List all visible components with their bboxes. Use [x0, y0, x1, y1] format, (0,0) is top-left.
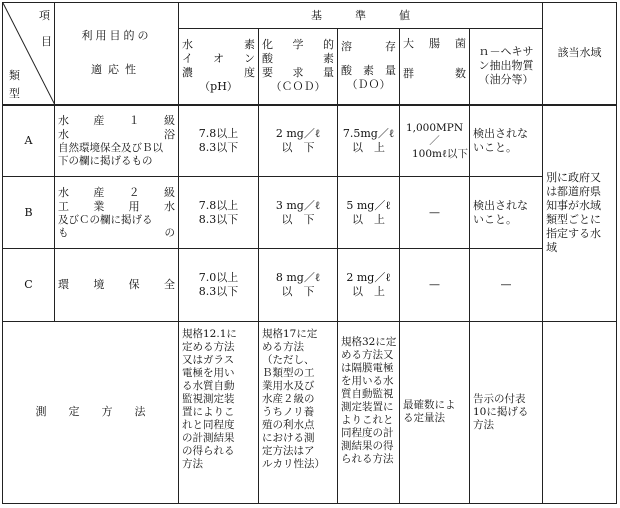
method-cod-line-6: 水産２級の: [262, 392, 315, 405]
header-water-area: 該当水域: [543, 3, 617, 105]
row-a-cod-line-1: 2 mg／ℓ: [275, 127, 321, 140]
row-b-do-line-1: 5 mg／ℓ: [346, 198, 391, 212]
row-b-hexane-line-2: いこと。: [473, 212, 517, 226]
method-do-line-4: を用いる水: [341, 374, 394, 387]
method-do-line-8: 同程度の計: [341, 426, 394, 439]
water-area-line-5: 指定する水: [546, 227, 602, 241]
method-ph-line-11: 方法: [182, 457, 203, 470]
method-ph-line-7: 置によりこ: [182, 405, 235, 418]
header-do: [338, 29, 400, 105]
method-hexane-line-1: 告示の付表: [473, 392, 526, 405]
row-b-ph-line-1: 7.8以上: [198, 198, 239, 212]
row-c-ph-line-1: 7.0以上: [198, 271, 239, 285]
method-coliform-line-1: 最確数によ: [403, 399, 456, 412]
row-b-cod: [259, 177, 338, 249]
method-ph-line-10: の得られる: [182, 444, 235, 457]
header-purpose-line-1: 利用目的の: [81, 29, 152, 43]
row-b-ph-line-2: 8.3以下: [198, 212, 239, 226]
method-ph-line-6: 監視測定装: [182, 392, 235, 405]
method-ph-line-5: る水質自動: [182, 379, 235, 392]
water-area-line-6: 域: [546, 241, 558, 255]
header-cod: [259, 29, 338, 105]
row-a-cod: [259, 105, 338, 177]
method-cod: [259, 321, 338, 503]
water-area-line-4: 類型ごとに: [546, 213, 602, 227]
row-b-hexane: [470, 177, 543, 249]
row-b-purpose-line-1: 水 産 ２ 級: [58, 185, 175, 199]
header-do-line-3: （ＤＯ）: [346, 78, 391, 92]
method-cod-line-9: における測: [262, 431, 315, 444]
row-c-cod-line-1: 8 mg／ℓ: [275, 271, 321, 285]
header-standard: 基 準 値: [179, 3, 543, 29]
water-area-line-1: 別に政府又: [546, 171, 602, 185]
header-cod-line-3: 要 求 量: [262, 66, 334, 80]
row-b-do-line-2: 以 上: [352, 212, 385, 226]
header-hexane-line-2: ン抽出物質: [478, 59, 534, 73]
corner-type-b: 型: [9, 87, 20, 100]
method-cod-line-8: 殖の利水点: [262, 418, 315, 431]
row-b-cod-line-1: 3 mg／ℓ: [275, 198, 321, 212]
water-area-line-3: 知事が水域: [546, 199, 602, 213]
method-ph-line-8: れと同程度: [182, 418, 235, 431]
method-cod-line-2: める方法: [262, 340, 304, 353]
header-cod-line-2: 酸 素: [262, 52, 334, 66]
row-b-purpose-line-4: も の: [58, 226, 175, 239]
method-coliform: [400, 321, 470, 503]
header-hexane: [470, 29, 543, 105]
corner-item-b: 目: [41, 35, 52, 48]
row-c-do-line-1: 2 mg／ℓ: [346, 271, 391, 285]
water-area-line-2: は都道府県: [546, 185, 602, 199]
table-row-a: [3, 105, 617, 177]
row-a-purpose: [55, 105, 179, 177]
standards-table-wrapper: [2, 2, 616, 504]
method-do-line-6: 測定装置に: [341, 400, 394, 413]
header-row-1: [3, 3, 617, 29]
row-c-purpose: 環 境 保 全: [55, 249, 179, 321]
row-a-ph-line-2: 8.3以下: [198, 141, 239, 154]
water-area-cell: [543, 105, 617, 321]
row-c-cod: [259, 249, 338, 321]
method-hexane-line-2: 10に掲げる: [473, 405, 529, 418]
method-cod-line-7: うちノリ養: [262, 405, 315, 418]
method-do-line-2: める方法又: [341, 348, 394, 361]
row-a-coliform: [400, 105, 470, 177]
header-do-line-1: 溶 存: [341, 40, 396, 54]
row-b-hexane-line-1: 検出されな: [473, 198, 528, 212]
row-a-do-line-1: 7.5mg／ℓ: [342, 127, 395, 140]
method-cod-line-4: Ｂ類型の工: [262, 366, 315, 379]
row-a-purpose-line-1: 水 産 １ 級: [58, 114, 175, 127]
row-a-hexane-line-2: いこと。: [473, 141, 517, 154]
row-c-cod-line-2: 以 下: [281, 285, 315, 299]
row-a-do: [338, 105, 400, 177]
header-coliform-line-2: 群 数: [403, 67, 466, 81]
row-a-ph: [179, 105, 259, 177]
row-b-do: [338, 177, 400, 249]
method-cod-line-3: （ただし、: [262, 353, 315, 366]
header-ph-line-3: 濃 度: [182, 66, 255, 80]
header-coliform-line-1: 大 腸 菌: [403, 37, 466, 51]
method-cod-line-11: ルカリ性法）: [262, 457, 325, 470]
method-do-line-3: は隔膜電極: [341, 361, 394, 374]
row-c-ph: [179, 249, 259, 321]
header-do-line-2: 酸 素 量: [341, 64, 396, 78]
method-coliform-line-2: る定量法: [403, 412, 445, 425]
row-c-type: C: [3, 249, 55, 321]
row-b-cod-line-2: 以 下: [281, 212, 315, 226]
row-b-purpose-line-3: 及びＣの欄に掲げる: [58, 213, 153, 226]
row-a-cod-line-2: 以 下: [281, 141, 315, 154]
method-do-line-1: 規格32に定: [341, 335, 397, 348]
row-c-hexane: —: [470, 249, 543, 321]
method-do-line-10: られる方法: [341, 452, 394, 465]
method-do-line-5: 質自動監視: [341, 387, 394, 400]
header-coliform: [400, 29, 470, 105]
row-b-coliform: —: [400, 177, 470, 249]
water-quality-standards-table: [2, 2, 617, 504]
row-a-purpose-line-4: 下の欄に掲げるもの: [58, 155, 153, 167]
row-a-purpose-line-2: 水 浴: [58, 128, 175, 141]
row-c-do-line-2: 以 上: [352, 285, 385, 299]
method-label: 測 定 方 法: [3, 321, 179, 503]
row-a-do-line-2: 以 上: [352, 141, 385, 154]
row-b-purpose: [55, 177, 179, 249]
table-row-method: [3, 321, 617, 503]
corner-type-a: 類: [9, 69, 20, 82]
header-cod-line-4: （ＣＯＤ）: [270, 80, 326, 94]
method-do: [338, 321, 400, 503]
row-a-coliform-line-1: 1,000MPN／: [405, 121, 464, 147]
row-a-ph-line-1: 7.8以上: [198, 127, 239, 140]
header-ph-line-2: イ オ ン: [182, 52, 255, 66]
method-cod-line-1: 規格17に定: [262, 327, 318, 340]
row-c-coliform: —: [400, 249, 470, 321]
method-ph-line-3: 又はガラス: [182, 353, 235, 366]
header-hexane-line-3: （油分等）: [478, 73, 534, 87]
header-hexane-line-1: ｎ－ヘキサ: [478, 45, 534, 59]
method-ph-line-2: 定める方法: [182, 340, 235, 353]
row-a-type: A: [3, 105, 55, 177]
row-b-ph: [179, 177, 259, 249]
header-ph: [179, 29, 259, 105]
row-a-hexane: [470, 105, 543, 177]
method-water-area-empty: [543, 321, 617, 503]
header-ph-line-1: 水 素: [182, 38, 255, 52]
corner-cell: [3, 3, 55, 105]
row-c-do: [338, 249, 400, 321]
header-ph-line-4: （pH）: [199, 80, 238, 94]
row-a-hexane-line-1: 検出されな: [473, 127, 528, 140]
table-row-c: [3, 249, 617, 321]
table-row-b: [3, 177, 617, 249]
header-purpose: [55, 3, 179, 105]
method-hexane: [470, 321, 543, 503]
corner-item-a: 項: [39, 9, 50, 22]
header-purpose-line-2: 適応性: [91, 63, 142, 77]
method-ph: [179, 321, 259, 503]
method-hexane-line-3: 方法: [473, 418, 494, 431]
method-ph-line-4: 電極を用い: [182, 366, 235, 379]
row-b-type: B: [3, 177, 55, 249]
method-do-line-7: よりこれと: [341, 413, 394, 426]
method-do-line-9: 測結果の得: [341, 439, 394, 452]
row-c-ph-line-2: 8.3以下: [198, 285, 239, 299]
header-cod-line-1: 化 学 的: [262, 38, 334, 52]
method-cod-line-5: 業用水及び: [262, 379, 315, 392]
method-cod-line-10: 定方法はア: [262, 444, 315, 457]
method-ph-line-9: の計測結果: [182, 431, 235, 444]
row-a-coliform-line-2: 100mℓ以下: [411, 147, 468, 160]
row-a-purpose-line-3: 自然環境保全及びＢ以: [58, 142, 163, 154]
method-ph-line-1: 規格12.1に: [182, 327, 237, 340]
row-b-purpose-line-2: 工 業 用 水: [58, 199, 175, 213]
